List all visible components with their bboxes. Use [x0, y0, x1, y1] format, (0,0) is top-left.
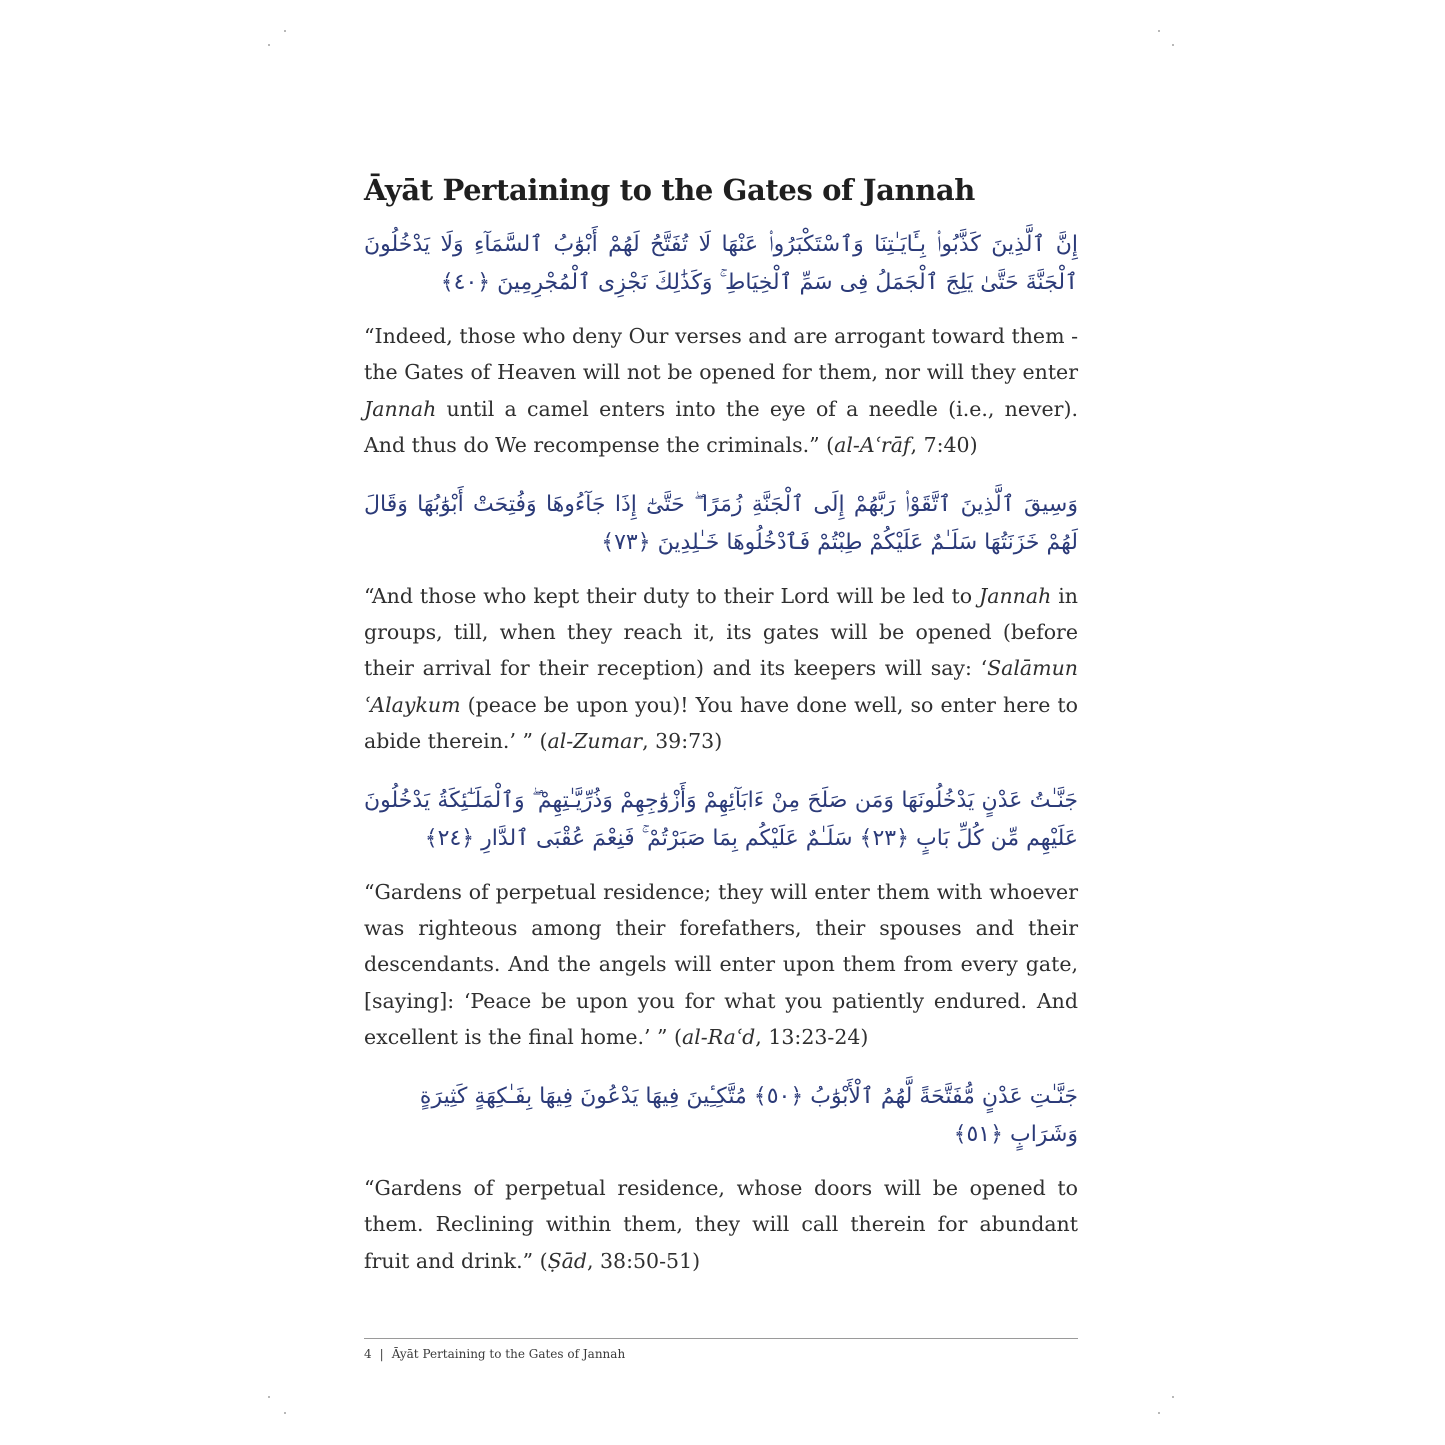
verse-translation: “And those who kept their duty to their Lord will be led to Jannah in groups, till, when they reach it, its gates will be opened (before their arrival for their reception) and its keepers will say: ‘Salāmun ʿAlaykum (peace be upon you)! You have done well, so enter here to abide therein.’ ” (al-Zumar, 39:73): [364, 583, 1079, 754]
quran-verse-arabic: جَنَّـٰتُ عَدْنٍ يَدْخُلُونَهَا وَمَن صَلَحَ مِنْ ءَابَآئِهِمْ وَأَزْوَٰجِهِمْ وَذُرِّيَّـٰتِهِمْ ۖ وَٱلْمَلَـٰٓئِكَةُ يَدْخُلُونَ عَلَيْهِم مِّن كُلِّ بَابٍ ﴿٢٣﴾ سَلَـٰمٌ عَلَيْكُم بِمَا صَبَرْتُمْ ۚ فَنِعْمَ عُقْبَى ٱلدَّارِ ﴿٢٤﴾: [364, 787, 1078, 851]
quran-verse-arabic: إِنَّ ٱلَّذِينَ كَذَّبُوا۟ بِـَٔايَـٰتِنَا وَٱسْتَكْبَرُوا۟ عَنْهَا لَا تُفَتَّحُ لَهُمْ أَبْوَٰبُ ٱلسَّمَآءِ وَلَا يَدْخُلُونَ ٱلْجَنَّةَ حَتَّىٰ يَلِجَ ٱلْجَمَلُ فِى سَمِّ ٱلْخِيَاطِ ۚ وَكَذَٰلِكَ نَجْزِى ٱلْمُجْرِمِينَ ﴿٤٠﴾: [364, 232, 1078, 295]
crop-mark-bottom-right: [1172, 1396, 1174, 1398]
page-content: [364, 168, 1078, 1301]
crop-mark-top-right-inner: [1158, 30, 1160, 32]
running-title: Āyāt Pertaining to the Gates of Jannah: [391, 1347, 626, 1361]
crop-mark-bottom-right-inner: [1158, 1412, 1160, 1414]
quran-verse-arabic: وَسِيقَ ٱلَّذِينَ ٱتَّقَوْا۟ رَبَّهُمْ إِلَى ٱلْجَنَّةِ زُمَرًا ۖ حَتَّىٰٓ إِذَا جَآءُوهَا وَفُتِحَتْ أَبْوَٰبُهَا وَقَالَ لَهُمْ خَزَنَتُهَا سَلَـٰمٌ عَلَيْكُمْ طِبْتُمْ فَٱدْخُلُوهَا خَـٰلِدِينَ ﴿٧٣﴾: [364, 491, 1078, 555]
crop-mark-bottom-left: [268, 1396, 270, 1398]
crop-mark-top-left: [268, 44, 270, 46]
crop-mark-top-right: [1172, 44, 1174, 46]
page-footer: [364, 1338, 1078, 1361]
crop-mark-bottom-left-inner: [284, 1412, 286, 1414]
crop-mark-top-left-inner: [284, 30, 286, 32]
footer-separator: |: [379, 1347, 384, 1361]
page-title: Āyāt Pertaining to the Gates of Jannah: [364, 173, 975, 207]
quran-verse-arabic: جَنَّـٰتِ عَدْنٍ مُّفَتَّحَةً لَّهُمُ ٱلْأَبْوَٰبُ ﴿٥٠﴾ مُتَّكِـِٔينَ فِيهَا يَدْعُونَ فِيهَا بِفَـٰكِهَةٍ كَثِيرَةٍ وَشَرَابٍ ﴿٥١﴾: [419, 1083, 1078, 1147]
verse-translation: “Gardens of perpetual residence; they will enter them with whoever was righteous among their forefathers, their spouses and their descendants. And the angels will enter upon them from every gate, [saying]: ‘Peace be upon you for what you patiently endured. And excellent is the final home.’ ” (al-Raʿd, 13:23-24): [364, 879, 1078, 1050]
page-number: 4: [364, 1347, 372, 1361]
verse-translation: “Gardens of perpetual residence, whose doors will be opened to them. Reclining within them, they will call therein for abundant fruit and drink.” (Ṣād, 38:50-51): [364, 1175, 1078, 1273]
verse-translation: “Indeed, those who deny Our verses and are arrogant toward them - the Gates of Heaven will not be opened for them, nor will they enter Jannah until a camel enters into the eye of a needle (i.e., never). And thus do We recompense the criminals.” (al-Aʿrāf, 7:40): [364, 324, 1078, 458]
